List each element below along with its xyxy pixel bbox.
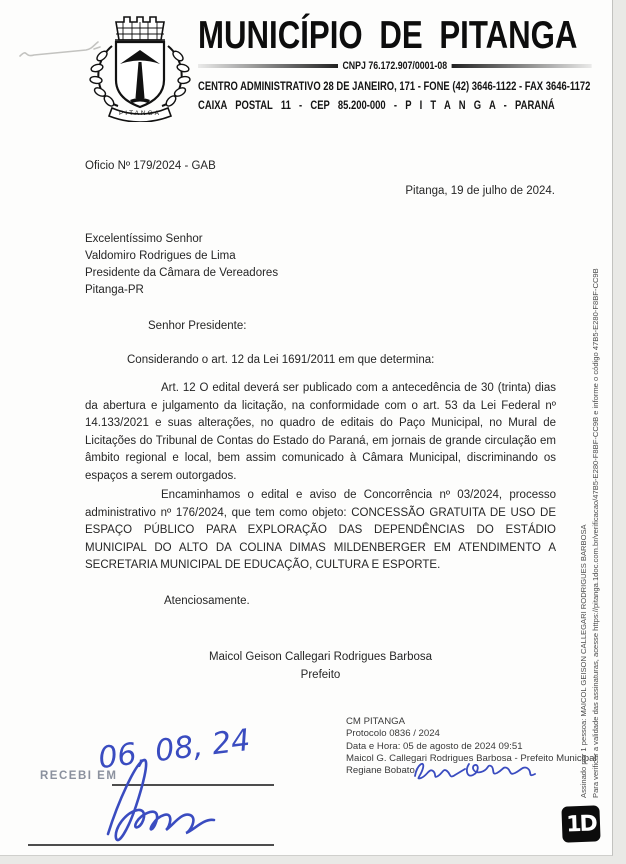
digital-signature-sidebar bbox=[578, 253, 601, 798]
oficio-reference: Oficio Nº 179/2024 - GAB bbox=[85, 160, 216, 172]
closing: Atenciosamente. bbox=[164, 595, 250, 607]
right-corn-stalk bbox=[162, 46, 190, 108]
org-title: MUNICÍPIO DE PITANGA bbox=[198, 14, 578, 57]
protocol-org: CM PITANGA bbox=[346, 716, 405, 727]
mural-crown bbox=[115, 17, 165, 40]
left-branch bbox=[90, 46, 118, 108]
divider-bar-left bbox=[198, 64, 338, 68]
addressee-honorific: Excelentíssimo Senhor bbox=[85, 233, 203, 245]
salutation: Senhor Presidente: bbox=[148, 320, 247, 332]
signature-block bbox=[85, 649, 556, 684]
coat-of-arms bbox=[82, 12, 198, 122]
shield bbox=[116, 42, 164, 107]
paragraph-art12: Art. 12 O edital deverá ser publicado com a antecedência de 30 (trinta) dias da abertura e julgamento da licitação, na conformidade com o art. 53 da Lei Federal nº 14.133/2021 e suas alterações, no quadro de editais do Paço Municipal, no Mural de Licitações do Tribunal de Contas do Estado do Paraná, em jornais de grande circulação em âmbito regional e local, bem assim comunicado à Câmara Municipal, discriminando os espaços a serem outorgados. bbox=[85, 382, 556, 482]
1doc-logo bbox=[561, 805, 600, 842]
crest-motto-text: PITANGA bbox=[118, 110, 162, 117]
protocol-stamp bbox=[346, 716, 601, 777]
motto-ribbon bbox=[109, 108, 171, 122]
signer-title: Prefeito bbox=[300, 668, 341, 681]
addressee-role: Presidente da Câmara de Vereadores bbox=[85, 267, 279, 279]
letterhead bbox=[198, 14, 592, 113]
regiane-handwritten-signature-icon bbox=[409, 756, 544, 786]
signer-name: Maicol Geison Callegari Rodrigues Barbosa bbox=[208, 651, 433, 663]
sidebar-verification-line: Para verificar a validade das assinaturas, acesse https://pitanga.1doc.com.br/verificacao/47B5-E280-F8BF-CC9B e informe o código 47B5-E280-F8BF-CC9B bbox=[590, 268, 600, 798]
address-line-1: CENTRO ADMINISTRATIVO 28 DE JANEIRO, 171 - FONE (42) 3646-1122 - FAX 3646-1172 bbox=[198, 79, 591, 93]
cnpj-text: CNPJ 76.172.907/0001-08 bbox=[342, 60, 448, 72]
protocol-received-row bbox=[346, 765, 601, 777]
protocol-datetime: Data e Hora: 05 de agosto de 2024 09:51 bbox=[346, 740, 523, 752]
addressee-city: Pitanga-PR bbox=[85, 284, 144, 296]
divider-bar-right bbox=[452, 64, 592, 68]
cnpj-divider bbox=[198, 60, 592, 72]
handwritten-date: 06, 08, 24 bbox=[96, 722, 253, 777]
protocol-number: Protocolo 0836 / 2024 bbox=[346, 728, 440, 740]
sidebar-signed-by-line: Assinado por 1 pessoa: MAICOL GEISON CALLEGARI RODRIGUES BARBOSA bbox=[579, 524, 588, 798]
addressee-name: Valdomiro Rodrigues de Lima bbox=[85, 250, 236, 262]
dateline: Pitanga, 19 de julho de 2024. bbox=[405, 185, 555, 197]
paragraph-encaminhamos: Encaminhamos o edital e aviso de Concorrência nº 03/2024, processo administrativo nº 176/2024, que tem como objeto: CONCESSÃO GRATUITA DE USO DE ESPAÇO PÚBLICO PARA EXPLORAÇÃO DAS DEPENDÊNCIAS DO ESTÁDIO MUNICIPAL DO ALTO DA COLINA DIMAS MILDENBERGER EM ATENDIMENTO A SECRETARIA MUNICIPAL DE EDUCAÇÃO, CULTURA E ESPORTE. bbox=[85, 489, 556, 571]
addressee-block bbox=[85, 231, 278, 299]
1doc-logo-text: 1D bbox=[565, 810, 597, 838]
considerando-line: Considerando o art. 12 da Lei 1691/2011 em que determina: bbox=[127, 354, 435, 366]
received-stamp-label: RECEBI EM bbox=[40, 770, 118, 782]
receiver-handwritten-signature-icon bbox=[78, 754, 258, 849]
address-line-2: CAIXA POSTAL 11 - CEP 85.200-000 - P I T A N G A - PARANÁ bbox=[198, 98, 555, 112]
protocol-received-by: Regiane Bobato bbox=[346, 765, 415, 777]
protocol-signed-by: Maicol G. Callegari Rodrigues Barbosa - Prefeito Municipal bbox=[346, 752, 597, 764]
